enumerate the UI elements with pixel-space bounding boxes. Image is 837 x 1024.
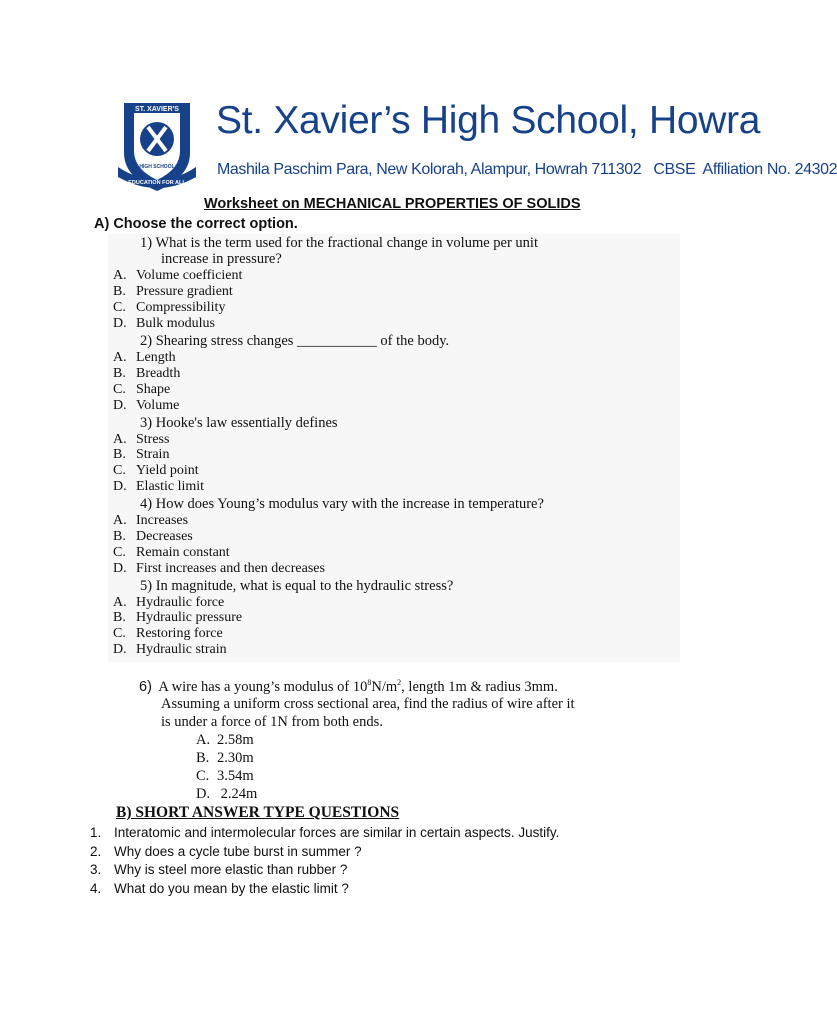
school-address: Mashila Paschim Para, New Kolorah, Alampur, Howrah 711302 CBSE Affiliation No. 24302 <box>217 161 837 178</box>
option <box>113 300 225 316</box>
option-text: Hydraulic pressure <box>136 610 243 625</box>
option <box>113 432 169 448</box>
short-question <box>90 825 559 840</box>
option-text: Restoring force <box>136 626 223 641</box>
option-letter: A. <box>196 732 211 748</box>
short-question-text: Why does a cycle tube burst in summer ? <box>114 844 362 859</box>
option-letter: A. <box>113 513 127 528</box>
option-letter: A. <box>113 432 127 447</box>
option-letter: C. <box>113 382 126 397</box>
question-text-suffix: , length 1m & radius 3mm. <box>401 678 558 695</box>
option-text: Hydraulic force <box>136 595 225 610</box>
option-text: 2.58m <box>217 732 254 748</box>
option-text: Volume coefficient <box>136 268 243 283</box>
option <box>113 626 223 642</box>
option-text: 2.30m <box>217 750 254 766</box>
option-text: Strain <box>136 447 170 462</box>
option <box>113 268 242 284</box>
section-b-heading: B) SHORT ANSWER TYPE QUESTIONS <box>116 804 400 821</box>
option-text: Stress <box>136 432 170 447</box>
option-text: Pressure gradient <box>136 284 233 299</box>
option <box>113 642 227 658</box>
question-text: In magnitude, what is equal to the hydraulic stress? <box>155 578 454 594</box>
question-text: How does Young’s modulus vary with the increase in temperature? <box>155 496 544 512</box>
option-letter: B. <box>196 750 210 766</box>
option <box>113 284 233 300</box>
option <box>196 768 254 785</box>
short-question-number: 2. <box>90 844 102 859</box>
question-4 <box>140 496 544 513</box>
question-number: 6) <box>139 678 152 695</box>
option <box>113 447 169 463</box>
question-number: 4) <box>140 496 153 512</box>
option <box>113 463 199 479</box>
option <box>196 786 257 803</box>
option <box>113 561 325 577</box>
question-5 <box>140 578 453 595</box>
unit-exponent: 2 <box>397 678 402 687</box>
short-question-number: 4. <box>90 881 102 896</box>
short-question-text: Why is steel more elastic than rubber ? <box>114 862 348 877</box>
option-text: Breadth <box>136 366 181 381</box>
option <box>113 545 230 561</box>
question-number: 5) <box>140 578 153 594</box>
option-text: Shape <box>136 382 171 397</box>
option-letter: D. <box>113 479 127 494</box>
option-letter: C. <box>113 463 126 478</box>
option-letter: C. <box>113 626 126 641</box>
option-text: 2.24m <box>217 786 258 802</box>
option-text: Compressibility <box>136 300 226 315</box>
exponent: 8 <box>367 678 372 687</box>
question-6-line2: Assuming a uniform cross sectional area, find the radius of wire after it <box>161 696 575 712</box>
logo-top-text: ST. XAVIER'S <box>135 106 179 113</box>
question-2 <box>140 333 449 350</box>
option-text: Elastic limit <box>136 479 205 494</box>
question-number: 3) <box>140 415 153 431</box>
question-number: 2) <box>140 333 153 349</box>
option <box>196 732 254 749</box>
option-letter: B. <box>113 447 126 462</box>
option-text: 3.54m <box>217 768 254 784</box>
question-6 <box>139 678 558 696</box>
option-letter: B. <box>113 284 126 299</box>
option <box>113 479 204 495</box>
option-letter: A. <box>113 350 127 365</box>
option-text: Hydraulic strain <box>136 642 227 657</box>
logo-banner-text: EDUCATION FOR ALL <box>128 180 186 186</box>
option-text: First increases and then decreases <box>136 561 325 576</box>
option-text: Bulk modulus <box>136 316 215 331</box>
unit: N/m <box>371 678 398 695</box>
option <box>113 595 224 611</box>
option <box>113 316 215 332</box>
option-text: Remain constant <box>136 545 230 560</box>
option-text: Increases <box>136 513 189 528</box>
option-letter: B. <box>113 529 126 544</box>
option-letter: C. <box>196 768 210 784</box>
short-question-text: Interatomic and intermolecular forces are similar in certain aspects. Justify. <box>114 825 560 840</box>
short-question <box>90 844 362 859</box>
option-letter: B. <box>113 610 126 625</box>
question-3 <box>140 415 338 432</box>
option-text: Yield point <box>136 463 199 478</box>
question-number: 1) <box>140 235 153 251</box>
option-text: Volume <box>136 398 180 413</box>
option-letter: C. <box>113 300 126 315</box>
question-text: Shearing stress changes ___________ of the body. <box>155 333 450 349</box>
option <box>113 350 176 366</box>
option-letter: C. <box>113 545 126 560</box>
logo-side-text: HIGH SCHOOL <box>139 164 175 170</box>
short-question-number: 1. <box>90 825 102 840</box>
option-letter: D. <box>113 561 127 576</box>
question-text-prefix: A wire has a young’s modulus of 10 <box>158 678 368 695</box>
option-text: Length <box>136 350 176 365</box>
school-name: St. Xavier’s High School, Howra <box>216 99 761 142</box>
question-text: What is the term used for the fractional change in volume per unit <box>155 235 538 251</box>
option-letter: A. <box>113 268 127 283</box>
school-logo <box>112 95 202 195</box>
question-1 <box>140 235 538 252</box>
option-letter: D. <box>196 786 211 802</box>
option <box>113 382 170 398</box>
short-question <box>90 862 347 877</box>
option <box>196 750 254 767</box>
option-letter: A. <box>113 595 127 610</box>
short-question-text: What do you mean by the elastic limit ? <box>114 881 349 896</box>
option <box>113 529 193 545</box>
short-question-number: 3. <box>90 862 102 877</box>
option-text: Decreases <box>136 529 193 544</box>
option-letter: D. <box>113 398 127 413</box>
option-letter: B. <box>113 366 126 381</box>
short-question <box>90 881 349 896</box>
option <box>113 398 179 414</box>
question-6-line3: is under a force of 1N from both ends. <box>161 714 383 730</box>
option <box>113 366 180 382</box>
option-letter: D. <box>113 316 127 331</box>
section-a-heading: A) Choose the correct option. <box>94 216 298 232</box>
question-1-line2: increase in pressure? <box>161 251 282 267</box>
option <box>113 513 188 529</box>
question-text: Hooke's law essentially defines <box>155 415 338 431</box>
option <box>113 610 242 626</box>
worksheet-title: Worksheet on MECHANICAL PROPERTIES OF SOLIDS <box>204 196 581 212</box>
option-letter: D. <box>113 642 127 657</box>
